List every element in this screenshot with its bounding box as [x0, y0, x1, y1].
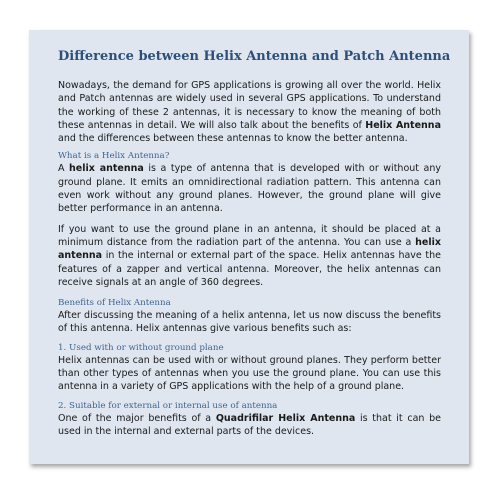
- benefit-ground-plane-paragraph: Helix antennas can be used with or without ground planes. They perform better than other types of antennas when you use the ground plane. You can use this antenna in a variety of GPS applications with the help of a ground plane.: [58, 354, 441, 393]
- intro-bold-helix-antenna: Helix Antenna: [365, 119, 441, 131]
- document-content: [58, 48, 451, 438]
- section-heading-benefits: Benefits of Helix Antenna: [58, 298, 171, 309]
- benefits-intro-paragraph: After discussing the meaning of a helix antenna, let us now discuss the benefits of this antenna. Helix antennas give various benefits such as:: [58, 310, 441, 335]
- helix-def-bold: helix antenna: [69, 163, 144, 175]
- quadrifilar-text-2: is that it can be used in the internal and external parts of the devices.: [58, 412, 442, 437]
- ground-plane-paragraph: [58, 223, 441, 289]
- benefit-external-internal-paragraph: [58, 412, 441, 439]
- section-heading-what-is-helix: What is a Helix Antenna?: [58, 151, 170, 162]
- subheading-ground-plane: 1. Used with or without ground plane: [58, 342, 224, 353]
- ground-plane-text-2: in the internal or external part of the space. Helix antennas have the features of a zapper and vertical antenna. Moreover, the helix antennas can receive signals at an angle of 360 degrees.: [58, 250, 441, 288]
- helix-definition-paragraph: [58, 162, 441, 215]
- quadrifilar-text-1: One of the major benefits of a: [58, 412, 216, 424]
- intro-paragraph: [58, 79, 441, 145]
- intro-text-1: Nowadays, the demand for GPS applications is growing all over the world. Helix and Patch antennas are widely used in several GPS applications. To understand the working of these 2 antennas, it is necessary to know the meaning of both these antennas in detail. We will also talk about the benefits of: [58, 80, 441, 131]
- helix-def-text-1: A: [58, 163, 70, 175]
- quadrifilar-bold: Quadrifilar Helix Antenna: [215, 412, 356, 424]
- helix-def-text-2: is a type of antenna that is developed with or without any ground plane. It emits an omnidirectional radiation pattern. This antenna can even work without any ground planes. However, the ground plane will give better performance in an antenna.: [58, 163, 442, 215]
- intro-text-2: and the differences between these antennas to know the better antenna.: [58, 133, 408, 145]
- subheading-external-internal: 2. Suitable for external or internal use of antenna: [58, 400, 278, 411]
- document-page: [29, 30, 469, 464]
- ground-plane-bold: helix antenna: [58, 236, 441, 262]
- ground-plane-text-1: If you want to use the ground plane in an antenna, it should be placed at a minimum distance from the radiation part of the antenna. You can use a: [58, 223, 441, 248]
- page-title: Difference between Helix Antenna and Patch Antenna: [58, 49, 451, 64]
